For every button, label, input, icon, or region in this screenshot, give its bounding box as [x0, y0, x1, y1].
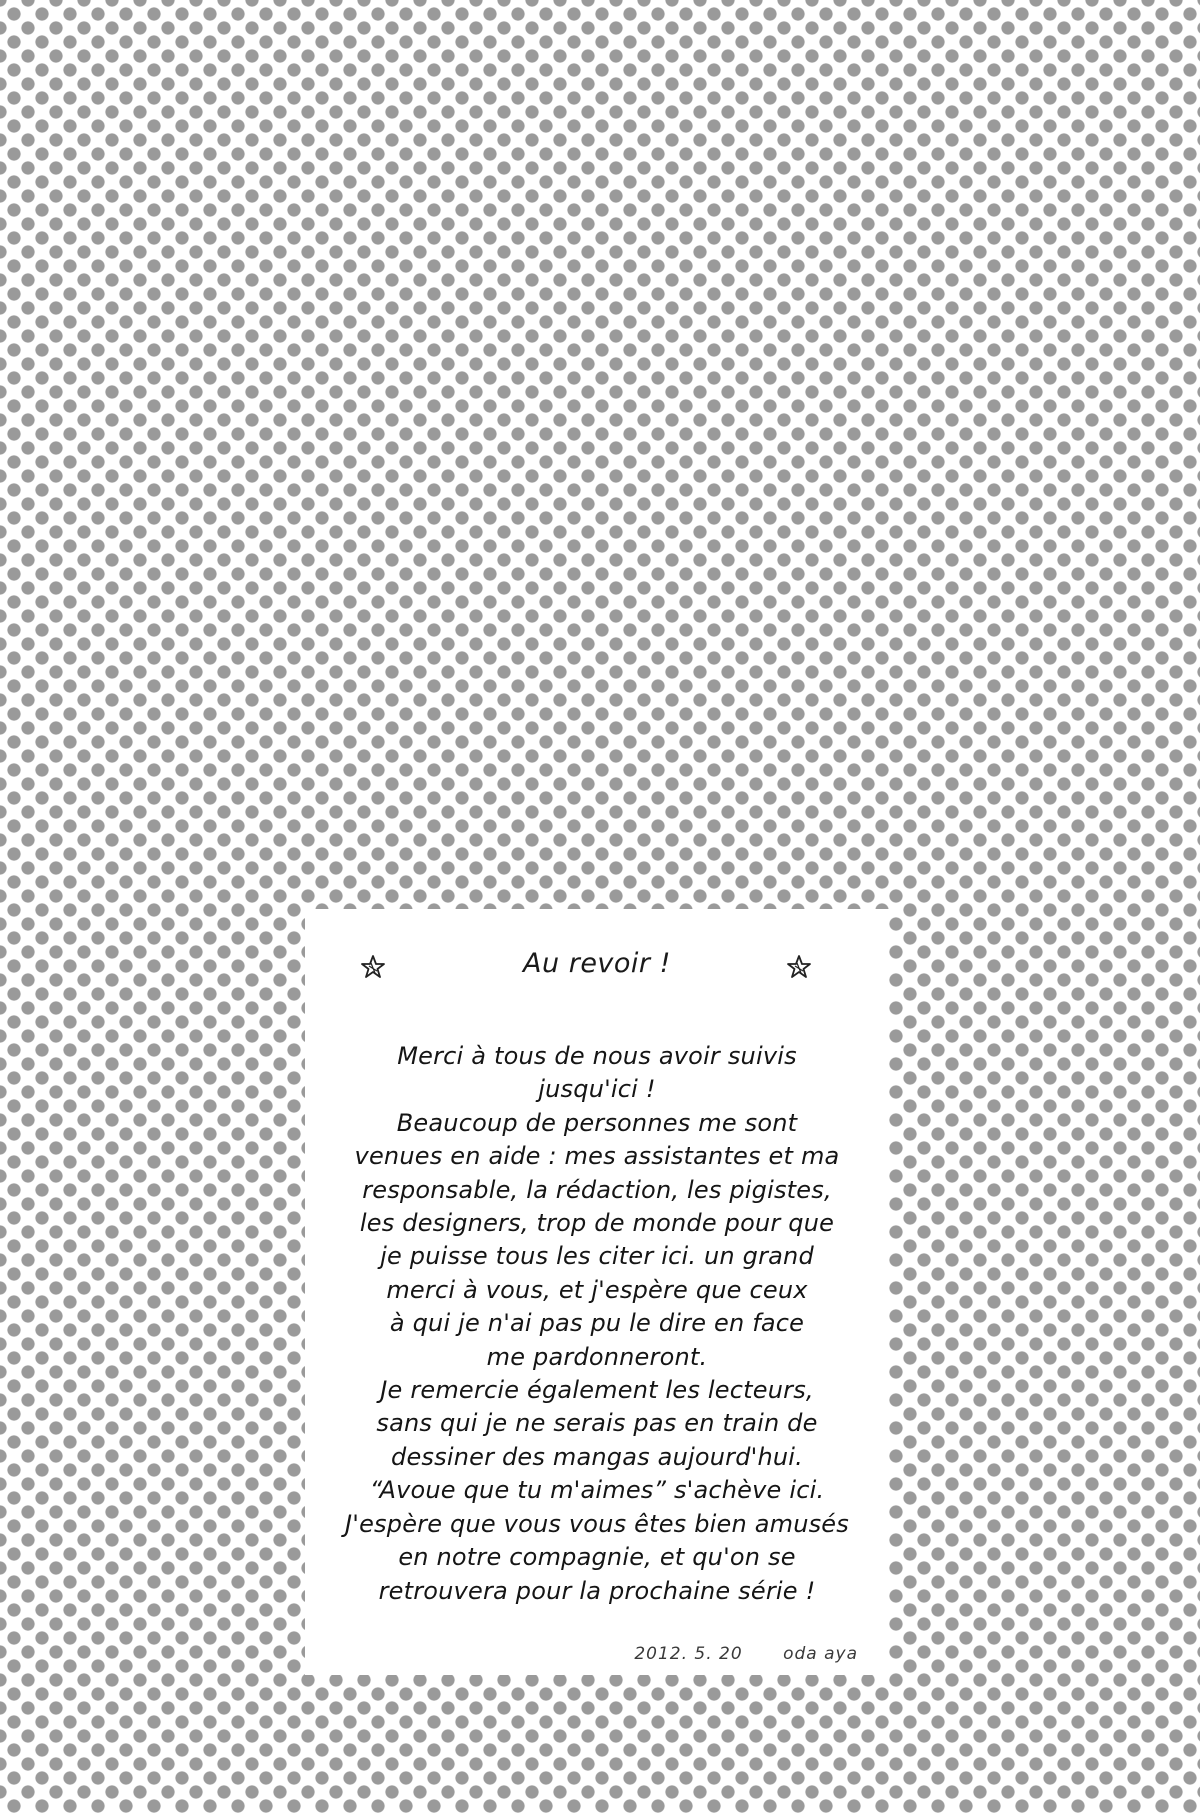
- message-line: merci à vous, et j'espère que ceux: [386, 1275, 808, 1304]
- signature: [634, 1644, 858, 1664]
- afterword-message: [318, 1040, 876, 1608]
- message-line: jusqu'ici !: [538, 1075, 656, 1104]
- signature-author: oda aya: [783, 1644, 858, 1664]
- message-line: “Avoue que tu m'aimes” s'achève ici.: [369, 1476, 825, 1505]
- message-line: en notre compagnie, et qu'on se: [398, 1543, 796, 1572]
- message-line: Beaucoup de personnes me sont: [396, 1108, 798, 1137]
- message-line: je puisse tous les citer ici. un grand: [380, 1242, 814, 1271]
- message-line: retrouvera pour la prochaine série !: [378, 1576, 816, 1605]
- title-row: [308, 942, 886, 992]
- message-line: à qui je n'ai pas pu le dire en face: [389, 1309, 805, 1338]
- message-line: responsable, la rédaction, les pigistes,: [362, 1175, 832, 1204]
- message-line: Merci à tous de nous avoir suivis: [397, 1042, 797, 1070]
- signature-date: 2012. 5. 20: [634, 1644, 743, 1664]
- message-line: venues en aide : mes assistantes et ma: [354, 1142, 840, 1171]
- page-title: Au revoir !: [523, 948, 671, 979]
- message-line: sans qui je ne serais pas en train de: [376, 1409, 818, 1438]
- message-line: les designers, trop de monde pour que: [359, 1209, 835, 1238]
- message-line: dessiner des mangas aujourd'hui.: [391, 1442, 803, 1471]
- message-line: Je remercie également les lecteurs,: [380, 1376, 814, 1405]
- message-line: me pardonneront.: [486, 1342, 708, 1371]
- afterword-panel: [308, 912, 886, 1672]
- star-icon: [786, 954, 812, 980]
- message-line: J'espère que vous vous êtes bien amusés: [345, 1509, 849, 1538]
